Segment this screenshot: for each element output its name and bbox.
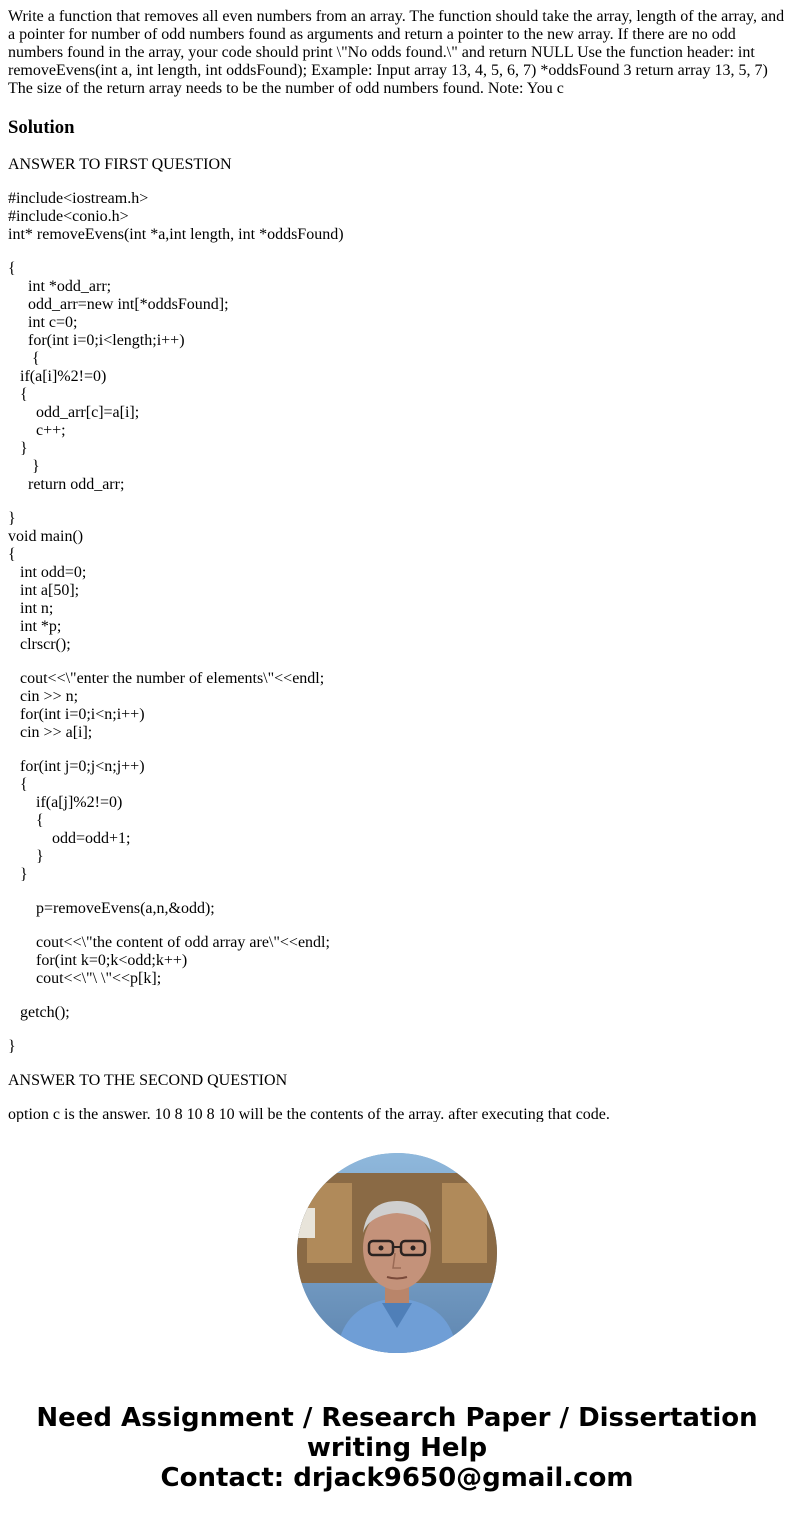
code-line: for(int j=0;j<n;j++) bbox=[8, 758, 145, 775]
code-line: cout<<\"\ \"<<p[k]; bbox=[8, 970, 162, 987]
answer1-label: ANSWER TO FIRST QUESTION bbox=[8, 156, 232, 173]
code-line: { bbox=[8, 386, 28, 403]
code-line bbox=[8, 1022, 344, 1038]
code-line: } bbox=[8, 510, 16, 527]
code-line: int* removeEvens(int *a,int length, int *oddsFound) bbox=[8, 226, 344, 243]
code-line: { bbox=[8, 260, 16, 277]
code-line: c++; bbox=[8, 422, 66, 439]
code-line: cin >> n; bbox=[8, 688, 79, 705]
code-line: if(a[i]%2!=0) bbox=[8, 368, 107, 385]
code-line: { bbox=[8, 350, 40, 367]
code-line bbox=[8, 244, 344, 260]
code-line: #include<conio.h> bbox=[8, 208, 129, 225]
code-line: void main() bbox=[8, 528, 84, 545]
ad-line-2: writing Help bbox=[306, 1433, 488, 1463]
code-line bbox=[8, 884, 344, 900]
code-line: } bbox=[8, 458, 40, 475]
question-text: Write a function that removes all even numbers from an array. The function should take the array, length of the array, and a pointer for number of odd numbers found as arguments and return a pointer to the new array. If there are no odd numbers found in the array, your code should print \"No odds found.\" and return NULL Use the function header: int removeEvens(int a, int length, int oddsFound); Example: Input array 13, 4, 5, 6, 7) *oddsFound 3 return array 13, 5, 7) The size of the return array needs to be the number of odd numbers found. Note: You c bbox=[8, 8, 785, 97]
code-line: for(int k=0;k<odd;k++) bbox=[8, 952, 188, 969]
code-line: } bbox=[8, 866, 28, 883]
code-listing bbox=[8, 190, 344, 1056]
code-line bbox=[8, 742, 344, 758]
code-line bbox=[8, 988, 344, 1004]
code-line: #include<iostream.h> bbox=[8, 190, 149, 207]
code-line: odd=odd+1; bbox=[8, 830, 131, 847]
author-avatar bbox=[297, 1153, 497, 1353]
code-line: cout<<\"enter the number of elements\"<<endl; bbox=[8, 670, 325, 687]
code-line: } bbox=[8, 1038, 16, 1055]
code-line bbox=[8, 654, 344, 670]
code-line: { bbox=[8, 812, 44, 829]
code-line: } bbox=[8, 848, 44, 865]
code-line: return odd_arr; bbox=[8, 476, 125, 493]
code-line: int *p; bbox=[8, 618, 62, 635]
answer2-label: ANSWER TO THE SECOND QUESTION bbox=[8, 1072, 288, 1089]
code-line: for(int i=0;i<length;i++) bbox=[8, 332, 185, 349]
code-line: int n; bbox=[8, 600, 54, 617]
code-line: { bbox=[8, 546, 16, 563]
assignment-help-ad bbox=[0, 1403, 794, 1493]
code-line bbox=[8, 494, 344, 510]
ad-contact-line: Contact: drjack9650@gmail.com bbox=[160, 1463, 634, 1493]
code-line: odd_arr[c]=a[i]; bbox=[8, 404, 140, 421]
code-line: cout<<\"the content of odd array are\"<<endl; bbox=[8, 934, 330, 951]
code-line: for(int i=0;i<n;i++) bbox=[8, 706, 145, 723]
code-line: p=removeEvens(a,n,&odd); bbox=[8, 900, 215, 917]
code-line: int *odd_arr; bbox=[8, 278, 112, 295]
code-line: odd_arr=new int[*oddsFound]; bbox=[8, 296, 229, 313]
code-line: int odd=0; bbox=[8, 564, 87, 581]
code-line: int c=0; bbox=[8, 314, 78, 331]
answer2-text: option c is the answer. 10 8 10 8 10 will be the contents of the array. after executing that code. bbox=[8, 1106, 610, 1122]
ad-line-1: Need Assignment / Research Paper / Dissertation bbox=[36, 1403, 758, 1433]
code-line: clrscr(); bbox=[8, 636, 71, 653]
code-line: { bbox=[8, 776, 28, 793]
code-line: getch(); bbox=[8, 1004, 70, 1021]
code-line: } bbox=[8, 440, 28, 457]
code-line bbox=[8, 918, 344, 934]
code-line: int a[50]; bbox=[8, 582, 80, 599]
code-line: cin >> a[i]; bbox=[8, 724, 93, 741]
solution-heading: Solution bbox=[8, 117, 75, 138]
code-line: if(a[j]%2!=0) bbox=[8, 794, 123, 811]
avatar-portrait bbox=[297, 1153, 497, 1353]
answer-block bbox=[8, 156, 788, 1122]
